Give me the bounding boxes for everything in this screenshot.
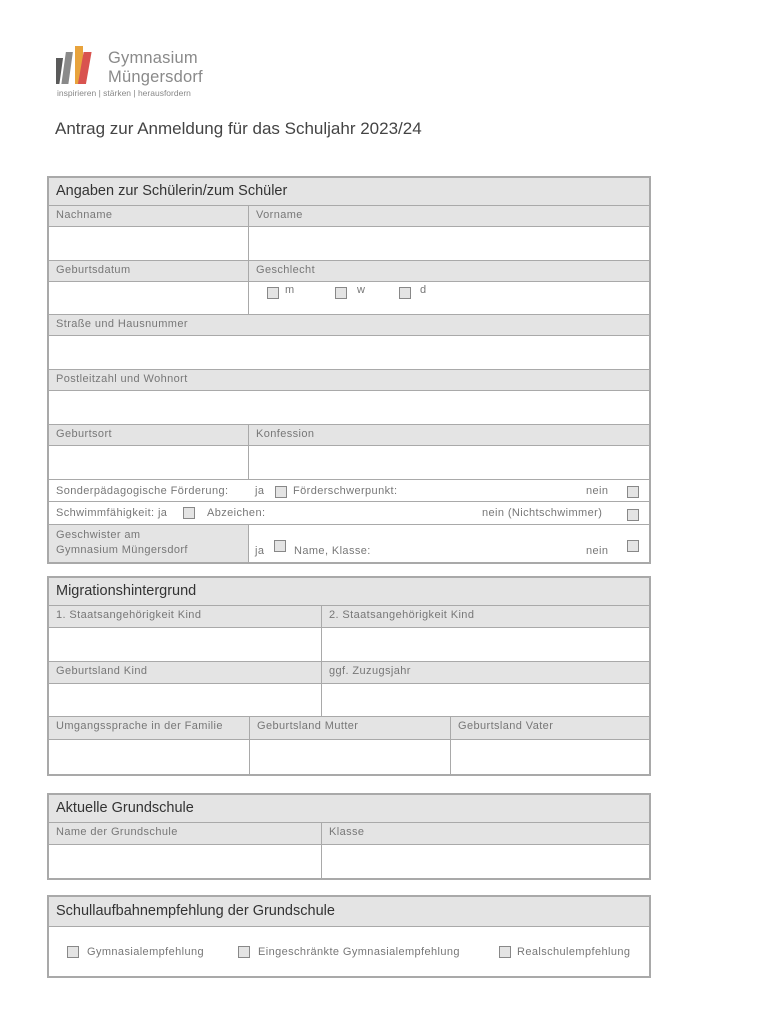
- mutter-field[interactable]: [250, 740, 451, 774]
- vorname-label: Vorname: [249, 206, 649, 226]
- sonder-label: Sonderpädagogische Förderung:: [56, 485, 229, 497]
- schwimm-ja-checkbox[interactable]: [183, 507, 195, 519]
- gender-w-checkbox[interactable]: [335, 287, 347, 299]
- geschlecht-options: [249, 282, 649, 314]
- geschwister-name-label: Name, Klasse:: [294, 545, 371, 557]
- geburtsdatum-field[interactable]: [49, 282, 249, 314]
- nachname-label: Nachname: [49, 206, 249, 226]
- zuzug-field[interactable]: [322, 684, 649, 716]
- geschwister-ja-checkbox[interactable]: [274, 540, 286, 552]
- geburtsort-field[interactable]: [49, 446, 249, 479]
- zuzug-label: ggf. Zuzugsjahr: [322, 662, 649, 683]
- eingeschraenkt-label: Eingeschränkte Gymnasialempfehlung: [258, 946, 460, 958]
- klasse-field[interactable]: [322, 845, 649, 878]
- vorname-field[interactable]: [249, 227, 649, 260]
- eingeschraenkt-checkbox[interactable]: [238, 946, 250, 958]
- logo-tagline: inspirieren | stärken | herausfordern: [57, 88, 191, 98]
- schwimm-abzeichen-label: Abzeichen:: [207, 507, 266, 519]
- geschwister-row: [49, 525, 649, 562]
- geschlecht-label: Geschlecht: [249, 261, 649, 281]
- sonder-nein-checkbox[interactable]: [627, 486, 639, 498]
- section-student-heading: Angaben zur Schülerin/zum Schüler: [49, 178, 649, 206]
- geschwister-label-line2: Gymnasium Müngersdorf: [56, 544, 188, 556]
- empfehlung-options: [49, 927, 649, 976]
- konfession-label: Konfession: [249, 425, 649, 445]
- strasse-label: Straße und Hausnummer: [49, 315, 649, 335]
- vater-label: Geburtsland Vater: [451, 717, 649, 739]
- sonder-ja-checkbox[interactable]: [275, 486, 287, 498]
- realschul-checkbox[interactable]: [499, 946, 511, 958]
- section-student: [47, 176, 651, 564]
- schwimm-row: [49, 502, 649, 525]
- nachname-field[interactable]: [49, 227, 249, 260]
- staat1-field[interactable]: [49, 628, 322, 661]
- section-grundschule-heading: Aktuelle Grundschule: [49, 795, 649, 823]
- school-logo: [56, 44, 236, 104]
- gender-d-checkbox[interactable]: [399, 287, 411, 299]
- section-empfehlung-heading: Schullaufbahnempfehlung der Grundschule: [49, 897, 649, 927]
- sonder-schwerpunkt-label: Förderschwerpunkt:: [293, 485, 398, 497]
- logo-mark-icon: [56, 44, 102, 86]
- schwimm-nein-checkbox[interactable]: [627, 509, 639, 521]
- logo-name-line1: Gymnasium: [108, 49, 198, 67]
- konfession-field[interactable]: [249, 446, 649, 479]
- umgang-field[interactable]: [49, 740, 250, 774]
- gymnasial-label: Gymnasialempfehlung: [87, 946, 205, 958]
- sonder-row: [49, 480, 649, 502]
- grundschule-name-label: Name der Grundschule: [49, 823, 322, 844]
- staat2-label: 2. Staatsangehörigkeit Kind: [322, 606, 649, 627]
- sonder-nein-label: nein: [586, 485, 609, 497]
- strasse-field[interactable]: [49, 336, 649, 369]
- umgang-label: Umgangssprache in der Familie: [49, 717, 250, 739]
- geburtsland-field[interactable]: [49, 684, 322, 716]
- geburtsland-label: Geburtsland Kind: [49, 662, 322, 683]
- section-grundschule: [47, 793, 651, 880]
- page-title: Antrag zur Anmeldung für das Schuljahr 2023/24: [55, 119, 422, 138]
- geburtsdatum-label: Geburtsdatum: [49, 261, 249, 281]
- geschwister-field: [249, 525, 649, 562]
- geschwister-ja-label: ja: [255, 545, 265, 557]
- section-empfehlung: [47, 895, 651, 978]
- realschul-label: Realschulempfehlung: [517, 946, 631, 958]
- geschwister-label: [49, 525, 249, 562]
- mutter-label: Geburtsland Mutter: [250, 717, 451, 739]
- gender-m-checkbox[interactable]: [267, 287, 279, 299]
- logo-name-line2: Müngersdorf: [108, 68, 203, 86]
- section-migration: [47, 576, 651, 776]
- gymnasial-checkbox[interactable]: [67, 946, 79, 958]
- schwimm-label: Schwimmfähigkeit: ja: [56, 507, 168, 519]
- vater-field[interactable]: [451, 740, 649, 774]
- gender-m-label: m: [285, 284, 295, 296]
- sonder-ja-label: ja: [255, 485, 265, 497]
- grundschule-name-field[interactable]: [49, 845, 322, 878]
- plz-field[interactable]: [49, 391, 649, 424]
- gender-d-label: d: [420, 284, 427, 296]
- geschwister-nein-checkbox[interactable]: [627, 540, 639, 552]
- gender-w-label: w: [357, 284, 366, 296]
- staat1-label: 1. Staatsangehörigkeit Kind: [49, 606, 322, 627]
- schwimm-nein-label: nein (Nichtschwimmer): [482, 507, 603, 519]
- section-migration-heading: Migrationshintergrund: [49, 578, 649, 606]
- staat2-field[interactable]: [322, 628, 649, 661]
- plz-label: Postleitzahl und Wohnort: [49, 370, 649, 390]
- klasse-label: Klasse: [322, 823, 649, 844]
- geburtsort-label: Geburtsort: [49, 425, 249, 445]
- geschwister-label-line1: Geschwister am: [56, 529, 141, 541]
- geschwister-nein-label: nein: [586, 545, 609, 557]
